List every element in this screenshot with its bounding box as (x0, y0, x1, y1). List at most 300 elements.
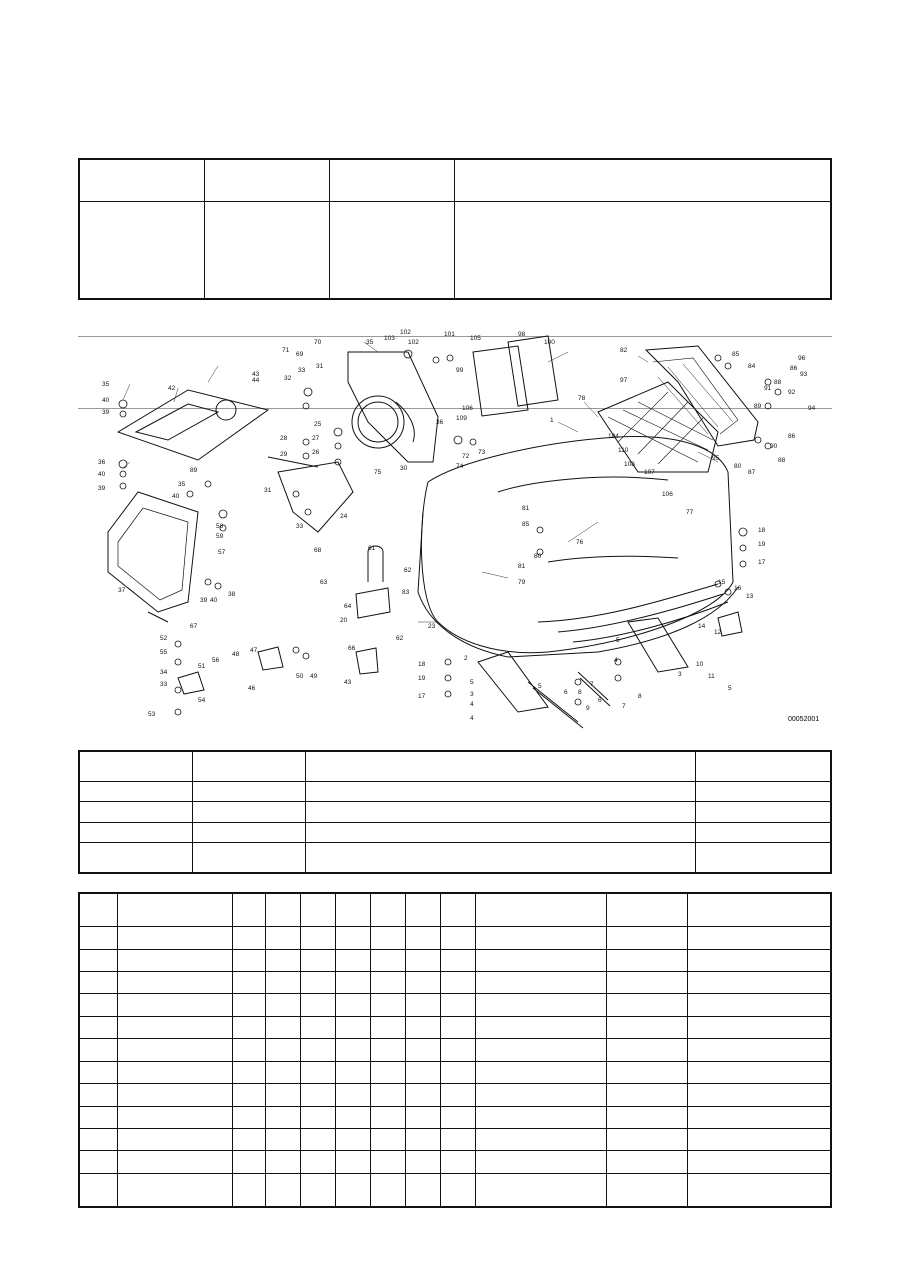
table-cell (336, 1061, 371, 1083)
table-cell (79, 1128, 118, 1150)
table-cell (607, 1106, 688, 1128)
callout-number: 85 (732, 351, 740, 358)
callout-number: 102 (400, 329, 411, 336)
table-cell (301, 1106, 336, 1128)
support-bracket (278, 462, 353, 532)
parts-row (79, 971, 831, 993)
parts-row (79, 1151, 831, 1173)
table-cell (441, 994, 476, 1016)
info-cell (193, 751, 306, 782)
table-cell (266, 1039, 301, 1061)
fan-ring (352, 396, 404, 448)
info-row (79, 842, 831, 873)
table-cell (696, 782, 832, 802)
callout-number: 89 (190, 467, 198, 474)
parts-row (79, 1016, 831, 1038)
callout-number: 110 (618, 447, 629, 454)
table-cell (266, 949, 301, 971)
table-cell (688, 1039, 832, 1061)
table-cell (193, 802, 306, 822)
callout-number: 56 (212, 657, 220, 664)
table-cell (233, 994, 266, 1016)
callout-number: 106 (662, 491, 673, 498)
callout-number: 35 (178, 481, 186, 488)
callout-number: 103 (384, 335, 395, 342)
callout-number: 33 (296, 523, 304, 530)
header-table (78, 158, 832, 300)
info-cell (696, 751, 832, 782)
table-cell (336, 971, 371, 993)
table-cell (301, 994, 336, 1016)
table-cell (406, 1151, 441, 1173)
callout-number: 16 (734, 585, 742, 592)
table-cell (688, 1061, 832, 1083)
callout-number: 7 (622, 703, 626, 710)
table-cell (688, 1106, 832, 1128)
table-cell (233, 1084, 266, 1106)
info-row (79, 782, 831, 802)
callout-number: 84 (748, 363, 756, 370)
table-cell (476, 1084, 607, 1106)
info-row (79, 751, 831, 782)
callout-number: 83 (402, 589, 410, 596)
callout-number: 2 (464, 655, 468, 662)
table-cell (406, 949, 441, 971)
table-cell (371, 1128, 406, 1150)
table-cell (476, 1151, 607, 1173)
table-cell (406, 1128, 441, 1150)
callout-number: 29 (280, 451, 288, 458)
callout-number: 40 (210, 597, 218, 604)
callout-number: 17 (758, 559, 766, 566)
header-cell (205, 201, 330, 299)
table-cell (441, 971, 476, 993)
table-cell (441, 1106, 476, 1128)
table-cell (688, 1084, 832, 1106)
callout-number: 95 (712, 455, 720, 462)
callout-number: 36 (98, 459, 106, 466)
callout-number: 81 (518, 563, 526, 570)
callout-number: 8 (578, 689, 582, 696)
table-cell (233, 1039, 266, 1061)
mount-plate (118, 390, 268, 460)
callout-number: 5 (470, 679, 474, 686)
info-row (79, 822, 831, 842)
callout-number: 91 (764, 385, 772, 392)
callout-number: 90 (770, 443, 778, 450)
callout-number: 86 (790, 365, 798, 372)
header-cell (455, 159, 832, 201)
table-cell (607, 971, 688, 993)
table-cell (336, 1173, 371, 1207)
table-cell (371, 1039, 406, 1061)
callout-number: 5 (728, 685, 732, 692)
table-cell (301, 893, 336, 927)
table-cell (336, 1151, 371, 1173)
table-cell (476, 1106, 607, 1128)
callout-number: 104 (608, 433, 619, 440)
table-cell (688, 1128, 832, 1150)
parts-row (79, 949, 831, 971)
table-cell (336, 1128, 371, 1150)
callout-number: 10 (696, 661, 704, 668)
table-cell (118, 1039, 233, 1061)
table-cell (696, 822, 832, 842)
callout-number: 106 (462, 405, 473, 412)
callout-number: 54 (198, 697, 206, 704)
table-cell (301, 1173, 336, 1207)
parts-list-table (78, 892, 832, 1208)
table-cell (371, 949, 406, 971)
table-cell (266, 1151, 301, 1173)
table-cell (476, 893, 607, 927)
table-cell (233, 1151, 266, 1173)
table-cell (79, 994, 118, 1016)
callout-number: 11 (708, 673, 715, 680)
callout-number: 48 (232, 651, 240, 658)
info-row (79, 802, 831, 822)
clamp (356, 588, 390, 618)
callout-number: 96 (798, 355, 806, 362)
callout-number: 93 (800, 371, 808, 378)
table-cell (441, 1128, 476, 1150)
table-cell (266, 1106, 301, 1128)
table-cell (476, 1128, 607, 1150)
table-cell (406, 994, 441, 1016)
table-cell (441, 1039, 476, 1061)
callout-number: 33 (160, 681, 168, 688)
callout-number: 53 (148, 711, 156, 718)
callout-number: 92 (788, 389, 796, 396)
table-cell (79, 1061, 118, 1083)
table-cell (688, 1173, 832, 1207)
table-cell (441, 949, 476, 971)
table-cell (193, 822, 306, 842)
callout-number: 6 (598, 697, 602, 704)
header-cell (455, 201, 832, 299)
header-row (79, 201, 831, 299)
table-cell (696, 802, 832, 822)
callout-number: 88 (774, 379, 782, 386)
callout-number: 24 (340, 513, 348, 520)
table-cell (79, 802, 193, 822)
callout-number: 20 (340, 617, 348, 624)
table-cell (306, 822, 696, 842)
table-cell (441, 1061, 476, 1083)
callout-number: 51 (198, 663, 206, 670)
table-cell (688, 893, 832, 927)
callout-number: 27 (312, 435, 320, 442)
table-cell (301, 971, 336, 993)
table-cell (371, 927, 406, 949)
callout-number: 47 (250, 647, 258, 654)
parts-row (79, 1128, 831, 1150)
table-cell (607, 893, 688, 927)
table-cell (336, 1106, 371, 1128)
table-cell (371, 1151, 406, 1173)
parts-header-row (79, 893, 831, 927)
callout-number: 42 (168, 385, 176, 392)
table-cell (79, 927, 118, 949)
table-cell (336, 1039, 371, 1061)
table-cell (79, 971, 118, 993)
callout-number: 40 (102, 397, 110, 404)
parts-row (79, 1173, 831, 1207)
table-cell (301, 949, 336, 971)
table-cell (406, 893, 441, 927)
table-cell (696, 842, 832, 873)
table-cell (233, 927, 266, 949)
table-cell (371, 1016, 406, 1038)
table-cell (688, 1151, 832, 1173)
table-cell (233, 893, 266, 927)
table-cell (301, 1016, 336, 1038)
table-cell (266, 1016, 301, 1038)
table-cell (79, 949, 118, 971)
callout-number: 19 (418, 675, 426, 682)
callout-number: 72 (462, 453, 470, 460)
drawing-number: 00052001 (788, 716, 820, 723)
table-cell (371, 893, 406, 927)
table-cell (266, 1061, 301, 1083)
table-cell (266, 893, 301, 927)
table-cell (233, 971, 266, 993)
callout-number: 102 (408, 339, 419, 346)
table-cell (193, 782, 306, 802)
header-cell (79, 201, 205, 299)
table-cell (79, 1106, 118, 1128)
table-cell (118, 893, 233, 927)
callout-number: 99 (456, 367, 464, 374)
callout-number: 94 (808, 405, 816, 412)
table-cell (266, 1084, 301, 1106)
callout-number: 7 (590, 681, 594, 688)
parts-row (79, 994, 831, 1016)
callout-number: 9 (586, 705, 590, 712)
callout-number: 55 (160, 649, 168, 656)
callout-number: 69 (296, 351, 304, 358)
table-cell (607, 949, 688, 971)
table-cell (607, 927, 688, 949)
table-cell (118, 994, 233, 1016)
table-cell (688, 1016, 832, 1038)
callout-number: 76 (576, 539, 584, 546)
table-cell (406, 1173, 441, 1207)
table-cell (371, 1061, 406, 1083)
parts-row (79, 1061, 831, 1083)
callout-number: 66 (348, 645, 356, 652)
callout-number: 74 (456, 463, 464, 470)
callout-number: 86 (788, 433, 796, 440)
hood-rim (418, 512, 738, 657)
callout-number: 57 (218, 549, 226, 556)
callout-number: 13 (746, 593, 754, 600)
table-cell (476, 1039, 607, 1061)
callout-number: 17 (418, 693, 426, 700)
table-cell (233, 1061, 266, 1083)
table-cell (688, 927, 832, 949)
table-cell (406, 927, 441, 949)
callout-number: 62 (404, 567, 412, 574)
callout-number: 87 (748, 469, 756, 476)
callout-number: 63 (320, 579, 328, 586)
table-cell (79, 822, 193, 842)
table-cell (266, 971, 301, 993)
table-cell (441, 927, 476, 949)
callout-number: 39 (200, 597, 208, 604)
grille (598, 382, 718, 472)
table-cell (688, 949, 832, 971)
callout-number: 36 (436, 419, 444, 426)
callout-number: 67 (190, 623, 198, 630)
table-cell (371, 1106, 406, 1128)
callout-number: 49 (310, 673, 318, 680)
callout-number: 8 (638, 693, 642, 700)
callout-number: 23 (428, 623, 436, 630)
callout-number: 77 (686, 509, 694, 516)
callout-number: 5 (616, 637, 620, 644)
table-cell (406, 1039, 441, 1061)
callout-number: 68 (314, 547, 322, 554)
callout-number: 18 (418, 661, 426, 668)
callout-number: 26 (312, 449, 320, 456)
table-cell (79, 1084, 118, 1106)
table-cell (301, 927, 336, 949)
table-cell (118, 1106, 233, 1128)
table-cell (607, 1016, 688, 1038)
table-cell (607, 1061, 688, 1083)
callout-number: 39 (98, 485, 106, 492)
table-cell (306, 802, 696, 822)
callout-number: 32 (284, 375, 292, 382)
callout-number: 35 (102, 381, 110, 388)
callout-number: 108 (624, 461, 635, 468)
callout-number: 18 (758, 527, 766, 534)
callout-number: 33 (298, 367, 306, 374)
table-cell (336, 949, 371, 971)
info-cell (306, 751, 696, 782)
table-cell (476, 1016, 607, 1038)
fan-shroud (348, 352, 438, 462)
callout-number: 98 (518, 331, 526, 338)
table-cell (441, 893, 476, 927)
callout-number: 25 (314, 421, 322, 428)
header-cell (330, 159, 455, 201)
table-cell (118, 1016, 233, 1038)
info-cell (79, 751, 193, 782)
table-cell (118, 1061, 233, 1083)
table-cell (441, 1016, 476, 1038)
table-cell (476, 949, 607, 971)
table-cell (336, 927, 371, 949)
callout-number: 70 (314, 339, 322, 346)
callout-number: 80 (534, 553, 542, 560)
table-cell (79, 1151, 118, 1173)
table-cell (233, 1128, 266, 1150)
callout-number: 34 (160, 669, 168, 676)
callout-number: 40 (98, 471, 106, 478)
table-cell (301, 1084, 336, 1106)
table-cell (193, 842, 306, 873)
callout-number: 89 (754, 403, 762, 410)
callout-number: 85 (522, 521, 530, 528)
callout-number: 38 (228, 591, 236, 598)
callout-number: 4 (470, 701, 474, 708)
callout-number: 107 (644, 469, 655, 476)
table-cell (301, 1039, 336, 1061)
table-cell (406, 1016, 441, 1038)
callout-number: 50 (296, 673, 304, 680)
callout-number: 109 (456, 415, 467, 422)
callout-number: 5 (538, 683, 542, 690)
callout-number: 97 (620, 377, 628, 384)
exploded-parts-diagram (78, 322, 838, 734)
table-cell (306, 842, 696, 873)
callout-number: 88 (778, 457, 786, 464)
parts-row (79, 1039, 831, 1061)
callout-number: 46 (248, 685, 256, 692)
table-cell (233, 1106, 266, 1128)
callout-number: 71 (282, 347, 290, 354)
table-cell (441, 1151, 476, 1173)
table-cell (336, 1084, 371, 1106)
table-cell (79, 1016, 118, 1038)
table-cell (118, 1084, 233, 1106)
table-cell (607, 1128, 688, 1150)
callout-number: 43 (344, 679, 352, 686)
table-cell (233, 1173, 266, 1207)
table-cell (301, 1151, 336, 1173)
table-cell (406, 1106, 441, 1128)
table-cell (233, 1016, 266, 1038)
table-cell (118, 949, 233, 971)
table-cell (406, 1084, 441, 1106)
callout-labels (98, 329, 816, 722)
table-cell (79, 893, 118, 927)
table-cell (79, 842, 193, 873)
callout-number: 64 (344, 603, 352, 610)
table-cell (266, 1173, 301, 1207)
callout-number: 19 (758, 541, 766, 548)
table-cell (406, 1061, 441, 1083)
table-cell (607, 1039, 688, 1061)
callout-number: 73 (478, 449, 486, 456)
table-cell (406, 971, 441, 993)
table-cell (441, 1173, 476, 1207)
table-cell (118, 1128, 233, 1150)
table-cell (118, 927, 233, 949)
table-cell (336, 994, 371, 1016)
table-cell (607, 1084, 688, 1106)
callout-number: 44 (252, 377, 260, 384)
callout-number: 81 (522, 505, 530, 512)
table-cell (371, 1173, 406, 1207)
callout-number: 105 (470, 335, 481, 342)
table-cell (607, 1151, 688, 1173)
callout-number: 28 (280, 435, 288, 442)
table-cell (118, 1173, 233, 1207)
callout-number: 15 (718, 579, 726, 586)
callout-number: 62 (396, 635, 404, 642)
callout-number: 78 (578, 395, 586, 402)
table-cell (336, 1016, 371, 1038)
callout-number: 52 (160, 635, 168, 642)
table-cell (476, 994, 607, 1016)
table-cell (266, 927, 301, 949)
table-cell (301, 1061, 336, 1083)
parts-row (79, 1106, 831, 1128)
table-cell (79, 1039, 118, 1061)
